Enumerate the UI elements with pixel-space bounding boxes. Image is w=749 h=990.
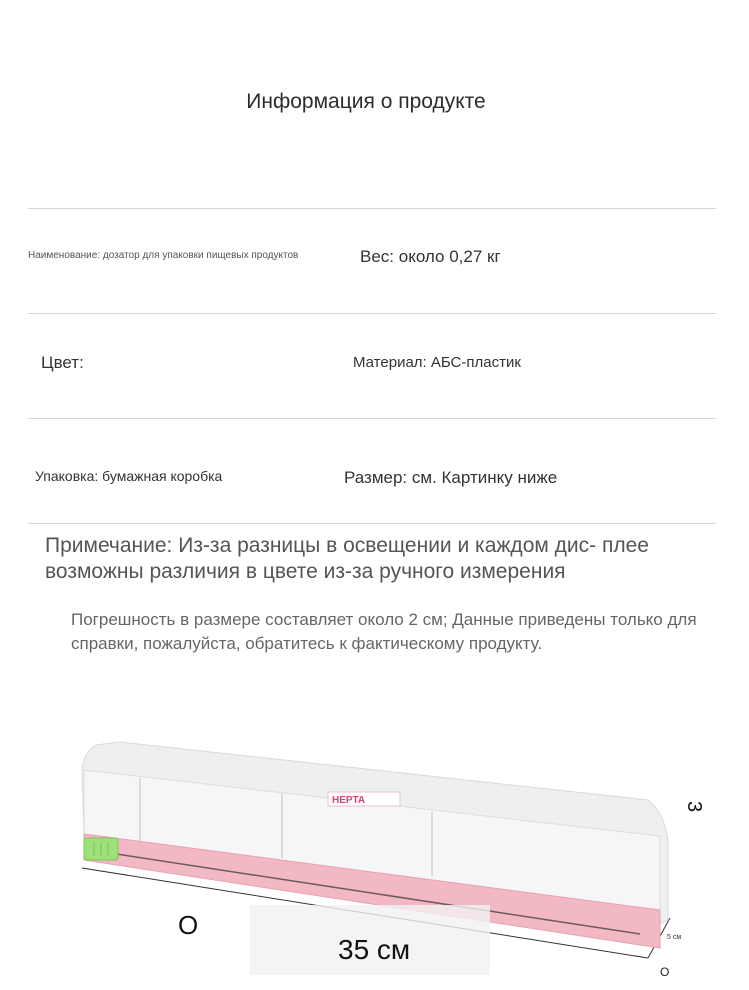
spec-name: Наименование: дозатор для упаковки пищевых продуктов (28, 250, 299, 261)
note-measurement: Погрешность в размере составляет около 2 см; Данные приведены только для справки, пожалуйста, обратитесь к фактическому продукту. (71, 610, 697, 653)
spec-weight: Вес: около 0,27 кг (360, 247, 501, 266)
brand-label: HEPTA (332, 795, 366, 806)
spec-size: Размер: см. Картинку ниже (344, 468, 558, 487)
note-lighting: Примечание: Из-за разницы в освещении и каждом дис- плее возможны различия в цвете из-за ручного измерения (45, 534, 649, 583)
spec-packaging: Упаковка: бумажная коробка (35, 468, 223, 484)
page-title: Информация о продукте (246, 90, 486, 113)
spec-material: Материал: АБС-пластик (353, 354, 521, 371)
right-mark: O (660, 965, 670, 979)
length-label: 35 см (338, 934, 411, 965)
left-mark: O (178, 910, 199, 940)
depth-label: 5 см (667, 934, 682, 941)
height-label: 3 (683, 800, 706, 813)
spec-color: Цвет: (41, 353, 84, 372)
